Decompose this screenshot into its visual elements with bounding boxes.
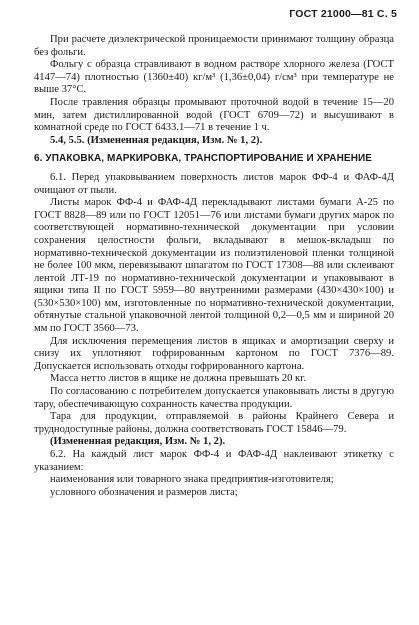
paragraph: Фольгу с образца стравливают в водном растворе хлорного железа (ГОСТ 4147—74) плотностью (1360±40) кг/м³ (1,36±0,04) г/см³ при температуре не выше 37°С. (34, 59, 394, 96)
amendment-note: 5.4, 5.5. (Измененная редакция, Изм. № 1, 2). (50, 134, 263, 146)
document-body (34, 34, 394, 499)
paragraph: 6.2. На каждый лист марок ФФ-4 и ФАФ-4Д наклеивают этикетку с указанием: (34, 449, 394, 473)
list-item: условного обозначения и размеров листа; (50, 486, 238, 498)
list-item: наименования или товарного знака предприятия-изготовителя; (50, 474, 334, 486)
paragraph: Листы марок ФФ-4 и ФАФ-4Д перекладывают листами бумаги А-25 по ГОСТ 8828—89 или по ГОСТ 12051—76 или листами бумаги других марок по соответствующей нормативно-технической документации при условии сохранения целостности фольги, вкладывают в мешок-вкладыш по нормативно-технической документации из полиэтиленовой пленки толщиной не более 100 мкм, перевязывают шпагатом по ГОСТ 17308—88 или склеивают лентой ЛТ-19 по нормативно-технической документации и упаковывают в ящики типа II по ГОСТ 5959—80 внутренними размерами (430×430×100) и (530×530×100) мм, изготовленные по нормативно-технической документации, обтянутые стальной упаковочной лентой толщиной 0,2—0,5 мм и шириной 20 мм по ГОСТ 3560—73. (34, 197, 394, 335)
section-heading: 6. УПАКОВКА, МАРКИРОВКА, ТРАНСПОРТИРОВАНИЕ И ХРАНЕНИЕ (34, 153, 373, 165)
paragraph: Для исключения перемещения листов в ящиках и амортизации сверху и снизу их уплотняют гофрированным картоном по ГОСТ 7376—89. Допускается использовать отходы гофрированного картона. (34, 335, 394, 372)
paragraph: После травления образцы промывают проточной водой в течение 15—20 мин, затем дистиллированной водой (ГОСТ 6709—72) и высушивают в комнатной среде по ГОСТ 6433.1—71 в течение 1 ч. (34, 96, 394, 134)
paragraph: 6.1. Перед упаковыванием поверхность листов марок ФФ-4 и ФАФ-4Д очищают от пыли. (34, 171, 394, 196)
amendment-note: (Измененная редакция, Изм. № 1, 2). (50, 436, 226, 448)
paragraph: Масса нетто листов в ящике не должна превышать 20 кг. (50, 373, 306, 385)
paragraph: По согласованию с потребителем допускается упаковывать листы в другую тару, обеспечивающую сохранность качества продукции. (34, 386, 394, 410)
page-header: ГОСТ 21000—81 С. 5 (289, 8, 397, 20)
paragraph: При расчете диэлектрической проницаемости принимают толщину образца без фольги. (34, 34, 394, 58)
paragraph: Тара для продукции, отправляемой в районы Крайнего Севера и труднодоступные районы, должна соответствовать ГОСТ 15846—79. (34, 411, 394, 435)
